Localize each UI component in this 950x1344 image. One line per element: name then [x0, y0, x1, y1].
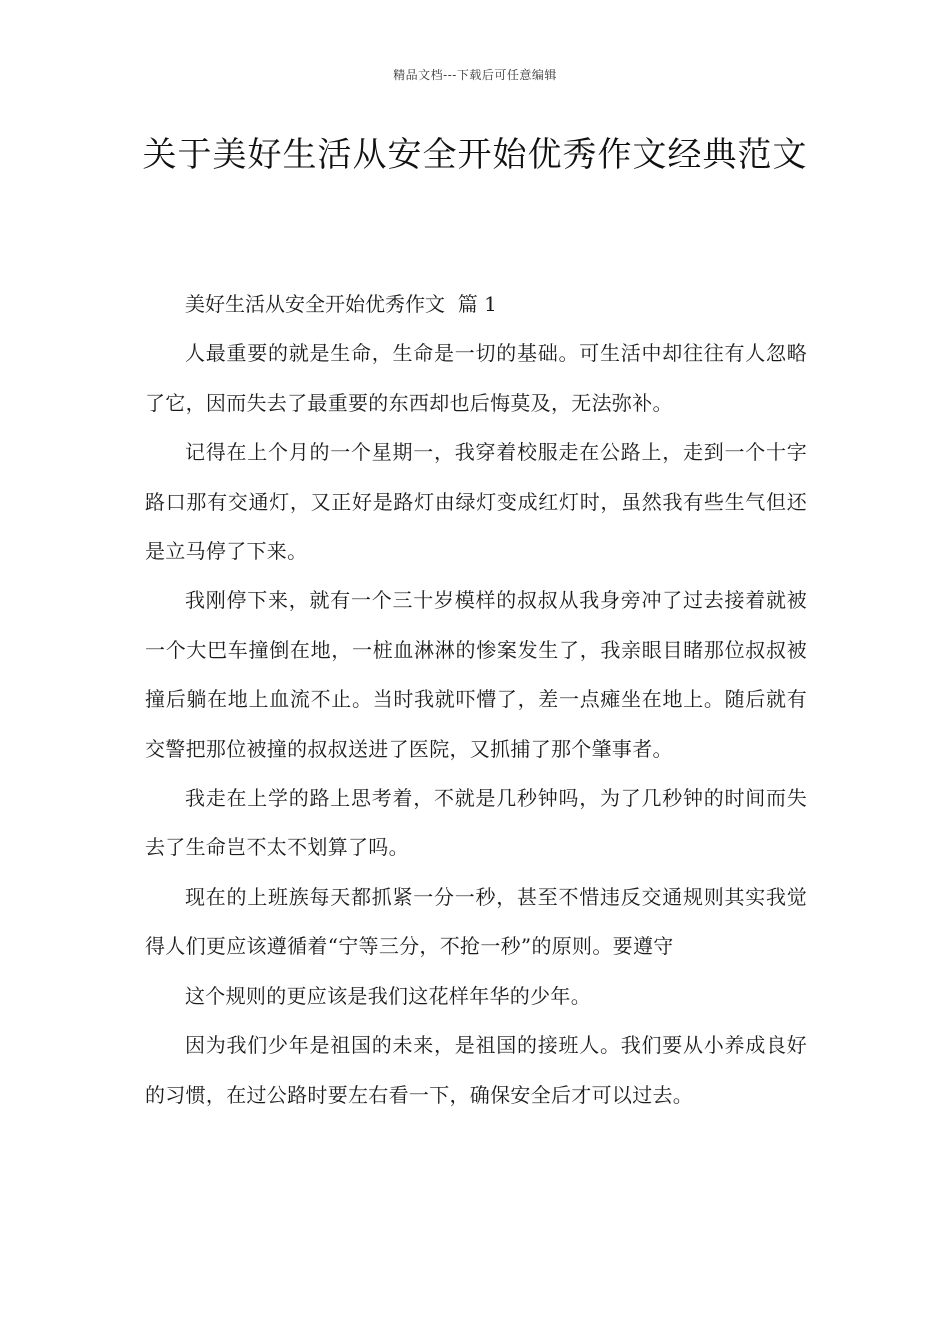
- document-title: 关于美好生活从安全开始优秀作文经典范文: [142, 135, 808, 175]
- section-heading: 美好生活从安全开始优秀作文 篇 1: [185, 292, 497, 316]
- header-note: 精品文档---下载后可任意编辑: [393, 68, 557, 82]
- paragraph-1: 人最重要的就是生命，生命是一切的基础。可生活中却往往有人忽略了它，因而失去了最重要的东西却也后悔莫及，无法弥补。: [145, 341, 807, 415]
- paragraph-5: 现在的上班族每天都抓紧一分一秒，甚至不惜违反交通规则其实我觉得人们更应该遵循着“宁等三分，不抢一秒”的原则。要遵守: [145, 884, 807, 959]
- paragraph-7: 因为我们少年是祖国的未来，是祖国的接班人。我们要从小养成良好的习惯，在过公路时要左右看一下，确保安全后才可以过去。: [145, 1033, 807, 1107]
- paragraph-2: 记得在上个月的一个星期一，我穿着校服走在公路上，走到一个十字路口那有交通灯，又正好是路灯由绿灯变成红灯时，虽然我有些生气但还是立马停了下来。: [145, 440, 807, 564]
- paragraph-6: 这个规则的更应该是我们这花样年华的少年。: [185, 983, 591, 1008]
- paragraph-4: 我走在上学的路上思考着，不就是几秒钟吗，为了几秒钟的时间而失去了生命岂不太不划算了吗。: [145, 786, 807, 860]
- paragraph-3: 我刚停下来，就有一个三十岁模样的叔叔从我身旁冲了过去接着就被一个大巴车撞倒在地，一桩血淋淋的惨案发生了，我亲眼目睹那位叔叔被撞后躺在地上血流不止。当时我就吓懵了，差一点瘫坐在地上。随后就有交警把那位被撞的叔叔送进了医院，又抓捕了那个肇事者。: [145, 588, 807, 761]
- document-body: [145, 280, 807, 1120]
